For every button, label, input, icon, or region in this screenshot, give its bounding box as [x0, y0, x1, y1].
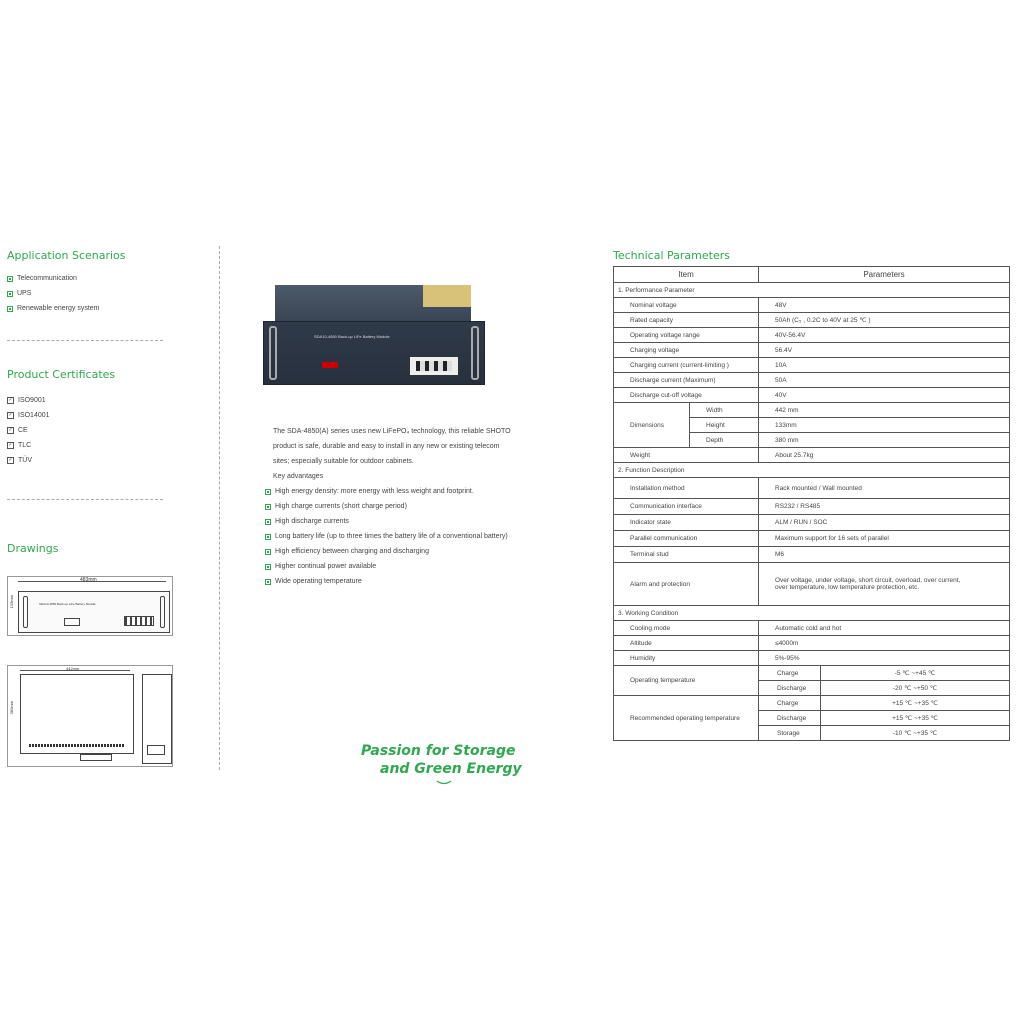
- list-item: UPS: [7, 286, 100, 301]
- section-row: 2. Function Description: [614, 463, 1010, 478]
- list-item: Higher continual power available: [265, 559, 508, 574]
- list-item: ✓ TLC: [8, 442, 32, 449]
- certificates-title: Product Certificates: [7, 368, 116, 381]
- bullet-icon: [265, 489, 271, 495]
- table-row: Indicator state ALM / RUN / SOC: [614, 515, 1010, 531]
- table-row: Charging current (current-limiting ) 10A: [614, 358, 1010, 373]
- checkbox-icon: ✓: [8, 397, 13, 403]
- table-row: Discharge -20 ℃ ~+50 ℃: [614, 681, 1010, 696]
- table-row: Humidity 5%-95%: [614, 651, 1010, 666]
- table-row: Alarm and protection Over voltage, under voltage, short circuit, overload, over current, over temperature, low temperature protection, etc.: [614, 563, 1010, 606]
- list-item: High energy density: more energy with less weight and footprint.: [265, 484, 508, 499]
- terminal-block: [124, 616, 154, 626]
- bullet-icon: [265, 579, 271, 585]
- checkbox-icon: ✓: [8, 457, 13, 463]
- advantages-list: [265, 484, 508, 589]
- side-dimension: 380mm: [9, 701, 14, 715]
- handle-icon: [269, 326, 277, 380]
- table-row: Operating temperature Charge -5 ℃ ~+45 ℃: [614, 666, 1010, 681]
- product-image: [263, 285, 483, 383]
- table-row: Storage -10 ℃ ~+35 ℃: [614, 726, 1010, 741]
- list-item: Renewable energy system: [7, 301, 100, 316]
- table-row: Discharge +15 ℃ ~+35 ℃: [614, 711, 1010, 726]
- list-item: High efficiency between charging and discharging: [265, 544, 508, 559]
- bullet-icon: [7, 291, 13, 297]
- table-row: Depth 380 mm: [614, 433, 1010, 448]
- dimensions-label: Dimensions: [614, 403, 690, 448]
- list-item: High charge currents (short charge period): [265, 499, 508, 514]
- table-row: Operating voltage range 40V-56.4V: [614, 328, 1010, 343]
- terminal-block: [409, 356, 459, 376]
- handle-icon: [23, 596, 28, 628]
- table-row: Discharge current (Maximum) 50A: [614, 373, 1010, 388]
- checkbox-icon: ✓: [8, 427, 13, 433]
- table-row: Parallel communication Maximum support for 16 sets of parallel: [614, 531, 1010, 547]
- handle-icon: [160, 596, 165, 628]
- bullet-icon: [265, 504, 271, 510]
- list-item: Long battery life (up to three times the battery life of a conventional battery): [265, 529, 508, 544]
- bullet-icon: [7, 306, 13, 312]
- table-row: Height 133mm: [614, 418, 1010, 433]
- list-item: ✓ ISO9001: [8, 397, 46, 404]
- list-item: Telecommunication: [7, 271, 100, 286]
- table-row: Dimensions Width 442 mm: [614, 403, 1010, 418]
- drawing-product-label: SDA10-4850 Back-up LiFe Battery Module: [39, 602, 96, 606]
- product-label: SDA10-4850 Back-up LiFe Battery Module: [314, 334, 390, 339]
- slogan-line-1: Passion for Storage: [361, 743, 516, 759]
- header-parameters: Parameters: [759, 267, 1010, 283]
- table-row: Communication interface RS232 / RS485: [614, 499, 1010, 515]
- handle-icon: [471, 326, 479, 380]
- bullet-icon: [7, 276, 13, 282]
- table-row: Recommended operating temperature Charge +15 ℃ ~+35 ℃: [614, 696, 1010, 711]
- product-description: The SDA-4850(A) series uses new LiFePO₄ technology, this reliable SHOTO product is safe, durable and easy to install in any new or existing telecom sites; especially suitable for outdoor cabinets. Key advantages: [273, 428, 511, 480]
- table-row: Charging voltage 56.4V: [614, 343, 1010, 358]
- top-dimension: 442mm: [66, 666, 80, 671]
- divider: [7, 340, 163, 341]
- tech-table: [613, 266, 1010, 741]
- divider: [7, 499, 163, 500]
- tech-title: Technical Parameters: [613, 249, 730, 262]
- list-item: ✓ ISO14001: [8, 412, 50, 419]
- list-item: ✓ TÜV: [8, 457, 32, 464]
- bullet-icon: [265, 534, 271, 540]
- drawings-title: Drawings: [7, 542, 59, 555]
- front-drawing: [7, 576, 173, 636]
- table-row: Rated capacity 50Ah (C₅ , 0.2C to 40V at 25 ℃ ): [614, 313, 1010, 328]
- table-row: Weight About 25.7kg: [614, 448, 1010, 463]
- bullet-icon: [265, 564, 271, 570]
- applications-title: Application Scenarios: [7, 249, 126, 262]
- column-divider: [219, 246, 220, 770]
- header-item: Item: [614, 267, 759, 283]
- width-dimension: 483mm: [80, 577, 97, 583]
- table-row: Cooling mode Automatic cold and hot: [614, 621, 1010, 636]
- section-row: 1. Performance Parameter: [614, 283, 1010, 298]
- table-row: Terminal stud M6: [614, 547, 1010, 563]
- list-item: Wide operating temperature: [265, 574, 508, 589]
- list-item: High discharge currents: [265, 514, 508, 529]
- table-header-row: [614, 267, 1010, 283]
- table-row: Discharge cut-off voltage 40V: [614, 388, 1010, 403]
- table-row: Nominal voltage 48V: [614, 298, 1010, 313]
- bullet-icon: [265, 549, 271, 555]
- checkbox-icon: ✓: [8, 442, 13, 448]
- bullet-icon: [265, 519, 271, 525]
- indicator-lights: [322, 362, 338, 368]
- certificates-list: [7, 393, 50, 468]
- checkbox-icon: ✓: [8, 412, 13, 418]
- height-dimension: 133mm: [9, 595, 14, 609]
- applications-list: [7, 271, 100, 316]
- table-row: Installation method Rack mounted / Wall mounted: [614, 478, 1010, 499]
- slogan-line-2: and Green Energy: [380, 761, 522, 777]
- table-row: Altitude ≤4000m: [614, 636, 1010, 651]
- top-side-drawing: [7, 665, 173, 767]
- list-item: ✓ CE: [8, 427, 28, 434]
- smile-accent-icon: [436, 780, 452, 786]
- section-row: 3. Working Condition: [614, 606, 1010, 621]
